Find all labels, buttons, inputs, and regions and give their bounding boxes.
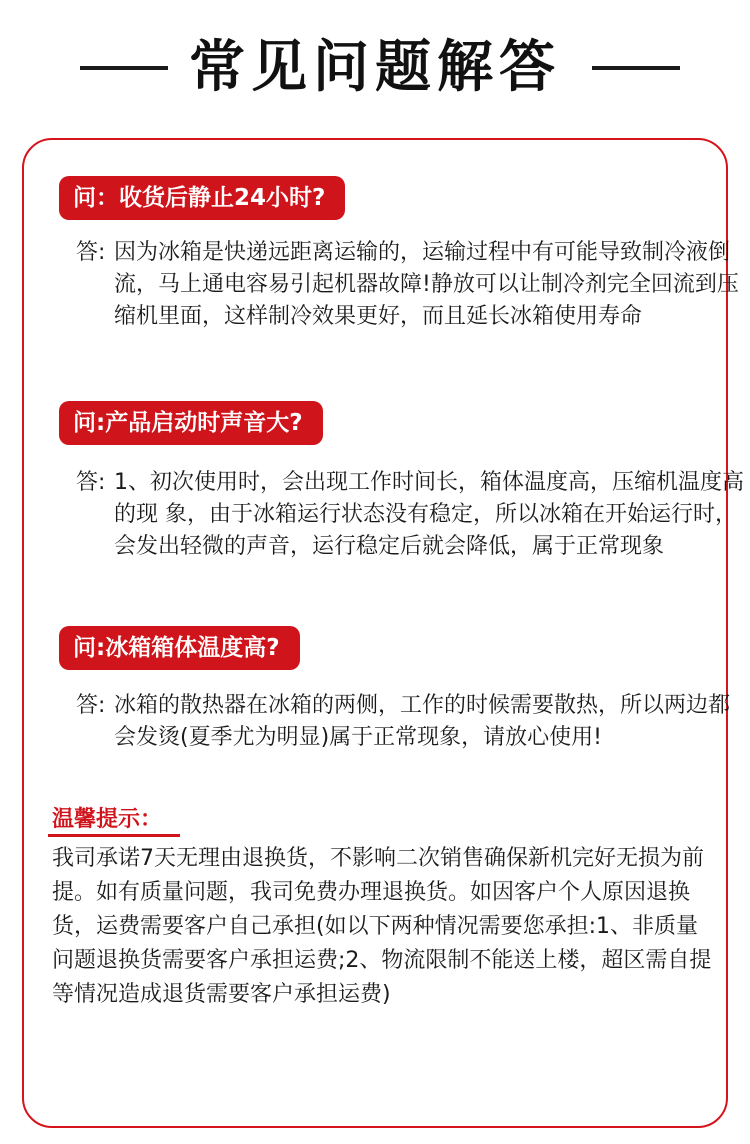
tips-title-underline xyxy=(48,834,180,837)
answer-prefix: 答: xyxy=(76,470,106,495)
page-title: 常见问题解答 xyxy=(189,35,561,100)
tips-body: 我司承诺7天无理由退换货，不影响二次销售确保新机完好无损为前提。如有质量问题，我司免费办理退换货。如因客户个人原因退换货，运费需要客户自己承担(如以下两种情况需要您承担:1、非质量问题退换货需要客户承担运费;2、物流限制不能送上楼，超区需自提等情况造成退货需要客户承担运费) xyxy=(52,846,712,1007)
faq-question-3: 问:冰箱箱体温度高? xyxy=(59,626,300,670)
faq-question-1: 问：收货后静止24小时? xyxy=(59,176,345,220)
header xyxy=(0,28,750,108)
answer-text: 冰箱的散热器在冰箱的两侧，工作的时候需要散热，所以两边都会发烫(夏季尤为明显)属于正常现象，请放心使用! xyxy=(114,693,731,750)
faq-question-2: 问:产品启动时声音大? xyxy=(59,401,323,445)
tips-title: 温馨提示： xyxy=(52,807,163,832)
answer-text: 因为冰箱是快递远距离运输的，运输过程中有可能导致制冷液倒流，马上通电容易引起机器故障!静放可以让制冷剂完全回流到压缩机里面，这样制冷效果更好，而且延长冰箱使用寿命 xyxy=(114,240,739,329)
faq-answer-1 xyxy=(76,237,744,333)
faq-answer-2 xyxy=(76,467,744,563)
header-divider-right xyxy=(592,66,680,70)
answer-prefix: 答: xyxy=(76,240,106,265)
answer-prefix: 答: xyxy=(76,693,106,718)
answer-text: 1、初次使用时，会出现工作时间长，箱体温度高，压缩机温度高的现 象，由于冰箱运行状态没有稳定，所以冰箱在开始运行时，会发出轻微的声音，运行稳定后就会降低，属于正常现象 xyxy=(114,470,744,559)
faq-answer-3 xyxy=(76,690,744,754)
